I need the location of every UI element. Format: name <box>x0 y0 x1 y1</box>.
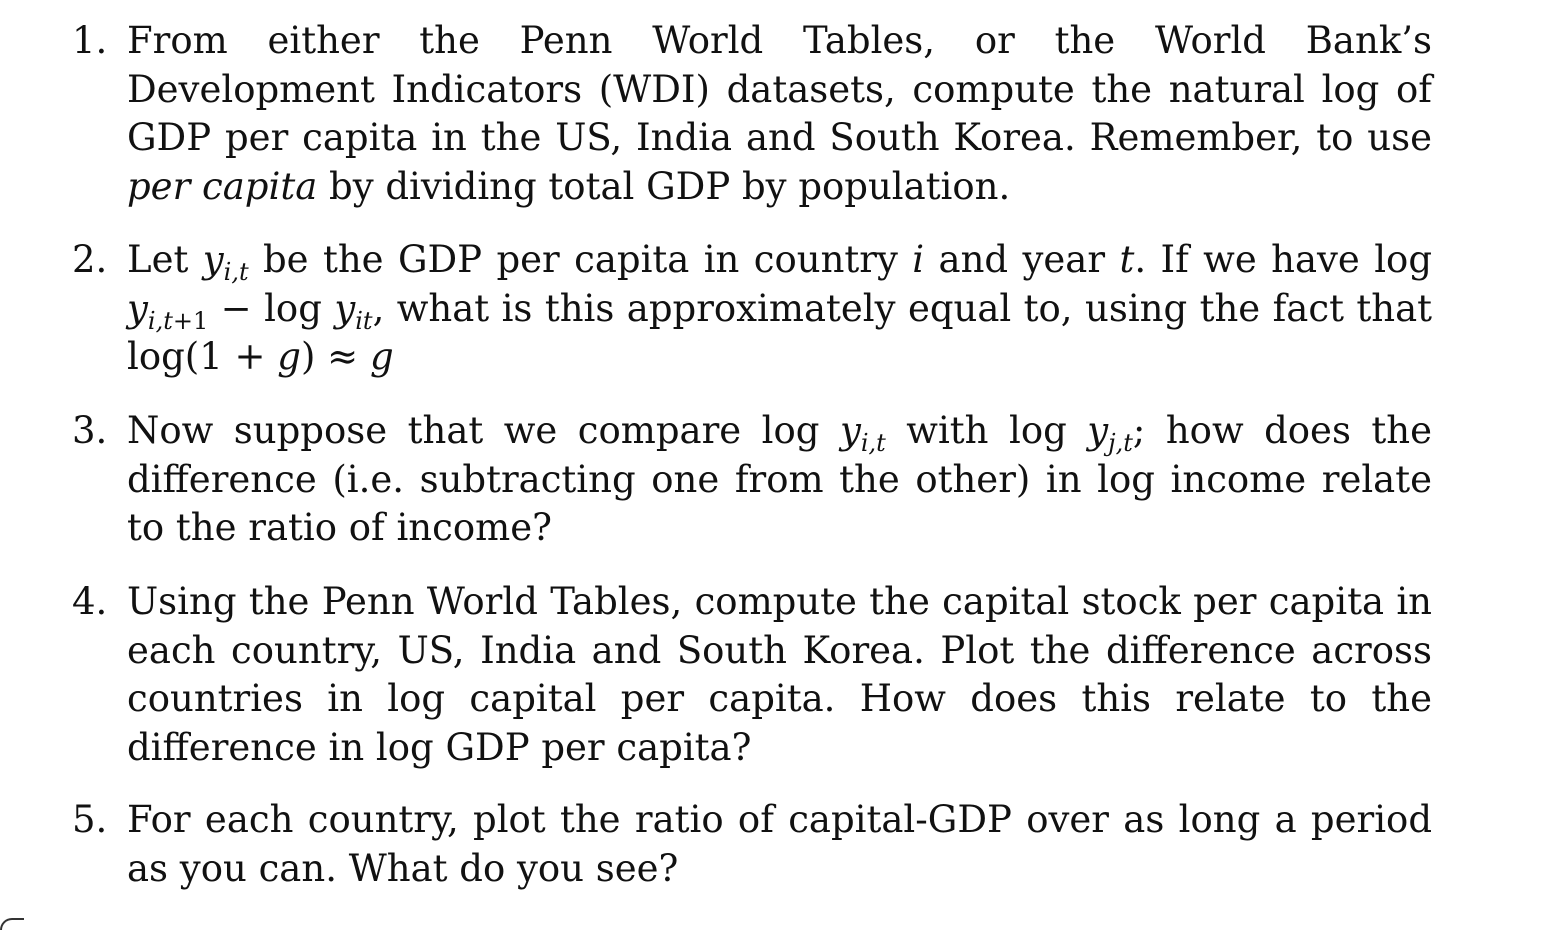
math-var: y <box>127 286 148 330</box>
question-2 <box>72 236 1432 382</box>
question-1 <box>72 17 1432 211</box>
question-text: Using the Penn World Tables, compute the capital stock per capita in each country, US, India and South Korea. Plot the difference across countries in log capital per capita. How does this relate to the difference in log GDP per capita? <box>127 580 1432 769</box>
question-text: Now suppose that we compare $\log y_{i,t}$ with $\log y_{j,t}$; how does the difference (i.e. subtracting one from the other) in log income relate to the ratio of income? <box>127 409 1433 549</box>
math-var: y <box>202 238 224 281</box>
question-number: 2. <box>72 238 108 281</box>
math-var: y <box>1087 409 1109 452</box>
question-text: Let $y_{i,t}$ be the GDP per capita in country i and year t. If we have $\log y_{i,t+1} - \log y_{it}$, what is this approximately equal to, using the fact that log(1 + g) ≈ g <box>127 238 1432 378</box>
math-subscript: j,t <box>1108 429 1133 457</box>
emphasis: per capita <box>127 164 318 208</box>
question-number: 1. <box>72 19 108 62</box>
question-number: 4. <box>72 580 108 623</box>
math-subscript: i,t+1 <box>147 306 209 335</box>
cropped-glyph-fragment <box>0 918 24 930</box>
question-text: For each country, plot the ratio of capital-GDP over as long a period as you can. What do you see? <box>127 798 1432 890</box>
math-var: y <box>839 409 861 452</box>
question-4 <box>72 578 1432 772</box>
question-number: 5. <box>72 798 108 841</box>
math-var: g <box>277 335 301 378</box>
math-var: i <box>912 238 925 281</box>
math-var: t <box>1119 238 1135 281</box>
question-5 <box>72 796 1432 893</box>
math-subscript: it <box>355 306 373 335</box>
question-number: 3. <box>72 409 108 452</box>
question-3 <box>72 407 1432 553</box>
math-var: g <box>369 335 394 378</box>
question-text: From either the Penn World Tables, or the World Bank’s Development Indicators (WDI) datasets, compute the natural log of GDP per capita in the US, India and South Korea. Remember, to use per capita by dividing total GDP by population. <box>127 19 1432 208</box>
math-subscript: i,t <box>223 258 249 286</box>
math-subscript: i,t <box>860 429 886 457</box>
math-var: y <box>334 286 356 330</box>
